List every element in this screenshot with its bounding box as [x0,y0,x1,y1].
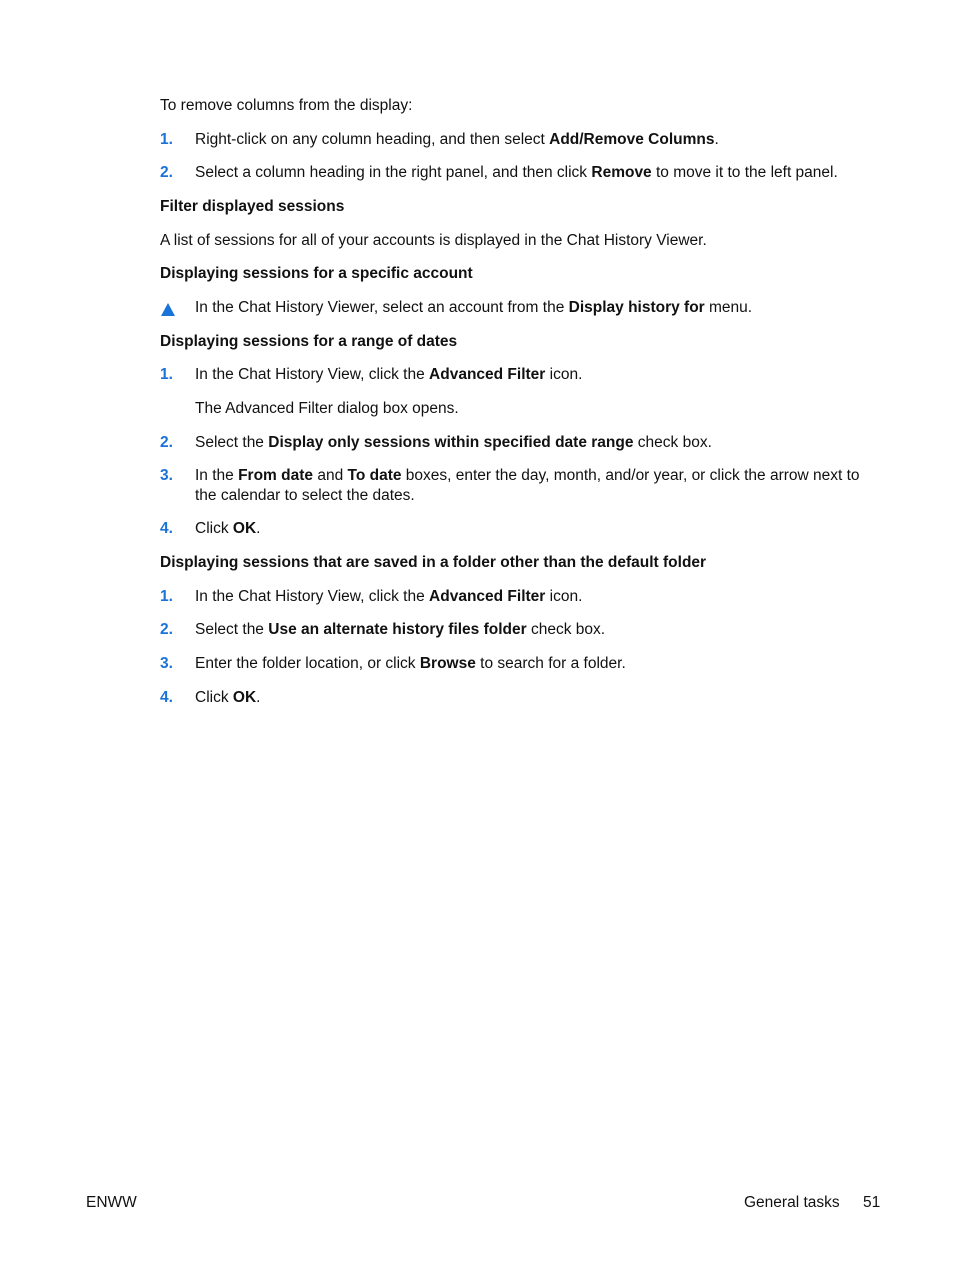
section-heading: Displaying sessions for a specific account [160,265,473,282]
step-text: Enter the folder location, or click Browse to search for a folder. [195,655,626,672]
step-text: Click OK. [195,520,261,537]
section-heading: Displaying sessions for a range of dates [160,333,458,350]
step-number: 2. [160,164,173,181]
intro-text: To remove columns from the display: [160,97,413,114]
step-number: 1. [160,366,173,383]
step-number: 4. [160,520,173,537]
step-number: 3. [160,655,173,672]
page-number: 51 [863,1194,881,1211]
note-text: The Advanced Filter dialog box opens. [195,400,459,417]
step-number: 1. [160,588,173,605]
step-text: Select the Use an alternate history files folder check box. [195,621,606,638]
step-text: Select a column heading in the right panel, and then click Remove to move it to the left panel. [195,164,838,181]
paragraph: A list of sessions for all of your accounts is displayed in the Chat History Viewer. [160,232,707,249]
footer-left: ENWW [86,1194,137,1211]
step-text: In the Chat History View, click the Advanced Filter icon. [195,588,583,605]
step-number: 4. [160,689,173,706]
step-number: 2. [160,621,173,638]
step-text: In the Chat History Viewer, select an account from the Display history for menu. [195,299,753,316]
step-text: Click OK. [195,689,261,706]
triangle-bullet-icon [161,303,175,316]
step-text: In the Chat History View, click the Advanced Filter icon. [195,366,583,383]
step-text: In the From date and To date boxes, enter the day, month, and/or year, or click the arrow next to the calendar to select the dates. [195,467,860,504]
step-number: 1. [160,131,173,148]
step-text: Right-click on any column heading, and then select Add/Remove Columns. [195,131,719,148]
step-text: Select the Display only sessions within specified date range check box. [195,434,712,451]
step-number: 2. [160,434,173,451]
section-heading: Filter displayed sessions [160,198,345,215]
section-heading: Displaying sessions that are saved in a folder other than the default folder [160,554,707,571]
step-number: 3. [160,467,173,484]
footer-section: General tasks [744,1194,840,1211]
